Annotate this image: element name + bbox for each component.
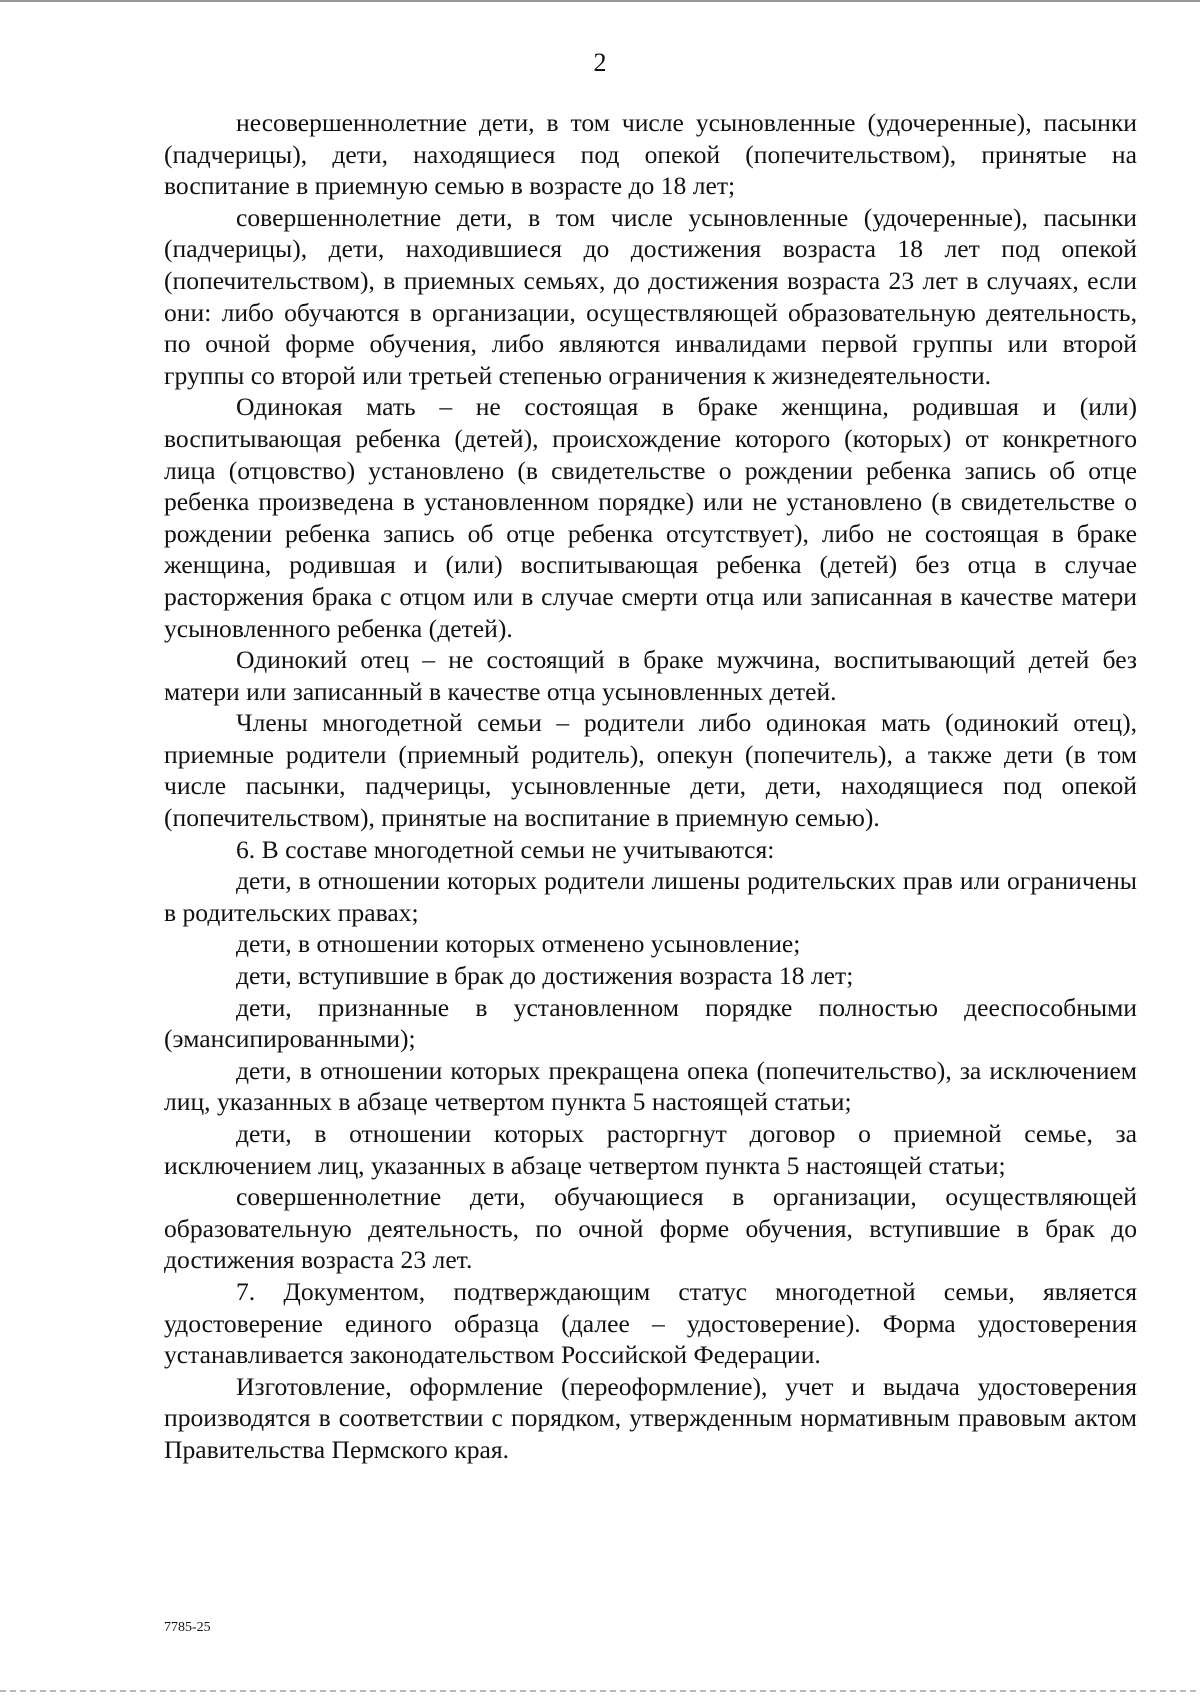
document-code: 7785-25: [164, 1620, 211, 1635]
top-edge-line: [0, 0, 1200, 2]
paragraph-item-6: 6. В составе многодетной семьи не учитываются:: [236, 834, 775, 864]
paragraph-emancipated: дети, признанные в установленном порядке полностью дееспособными (эмансипированными);: [164, 992, 1137, 1054]
page-number: 2: [593, 48, 607, 77]
paragraph-deprived-rights: дети, в отношении которых родители лишены родительских прав или ограничены в родительских правах;: [164, 866, 1137, 927]
paragraph-family-members: Члены многодетной семьи – родители либо одинокая мать (одинокий отец), приемные родители (приемный родитель), опекун (попечитель), а также дети (в том числе пасынки, падчерицы, усыновленные дети, дети, находящиеся под опекой (попечительством), принятые на воспитание в приемную семью).: [164, 708, 1137, 833]
paragraph-certificate-issuance: Изготовление, оформление (переоформление), учет и выдача удостоверения производятся в соответствии с порядком, утвержденным нормативным правовым актом Правительства Пермского края.: [164, 1371, 1137, 1464]
paragraph-students-married: совершеннолетние дети, обучающиеся в организации, осуществляющей образовательную деятельность, по очной форме обучения, вступившие в брак до достижения возраста 23 лет.: [164, 1182, 1137, 1275]
paragraph-guardianship-terminated: дети, в отношении которых прекращена опека (попечительство), за исключением лиц, указанных в абзаце четвертом пункта 5 настоящей статьи;: [164, 1055, 1137, 1117]
paragraph-single-father: Одинокий отец – не состоящий в браке мужчина, воспитывающий детей без матери или записанный в качестве отца усыновленных детей.: [164, 645, 1137, 706]
paragraph-foster-contract-terminated: дети, в отношении которых расторгнут договор о приемной семье, за исключением лиц, указанных в абзаце четвертом пункта 5 настоящей статьи;: [164, 1119, 1137, 1180]
paragraph-adoption-cancelled: дети, в отношении которых отменено усыновление;: [236, 929, 801, 959]
paragraph-adult-children: совершеннолетние дети, в том числе усыновленные (удочеренные), пасынки (падчерицы), дети, находившиеся до достижения возраста 18 лет под опекой (попечительством), в приемных семьях, до достижения возраста 23 лет в случаях, если они: либо обучаются в организации, осуществляющей образовательную деятельность, по очной форме обучения, либо являются инвалидами первой группы или второй группы со второй или третьей степенью ограничения к жизнедеятельности.: [164, 202, 1137, 390]
paragraph-single-mother: Одинокая мать – не состоящая в браке женщина, родившая и (или) воспитывающая ребенка (детей), происхождение которого (которых) от конкретного лица (отцовство) установлено (в свидетельстве о рождении ребенка запись об отце ребенка произведена в установленном порядке) или не установлено (в свидетельстве о рождении ребенка запись об отце ребенка отсутствует), либо не состоящая в браке женщина, родившая и (или) воспитывающая ребенка (детей) без отца в случае расторжения брака с отцом или в случае смерти отца или записанная в качестве матери усыновленного ребенка (детей).: [164, 392, 1137, 643]
paragraph-married-before-18: дети, вступившие в брак до достижения возраста 18 лет;: [236, 961, 854, 991]
paragraph-minor-children: несовершеннолетние дети, в том числе усыновленные (удочеренные), пасынки (падчерицы), дети, находящиеся под опекой (попечительством), принятые на воспитание в приемную семью в возрасте до 18 лет;: [164, 108, 1137, 201]
document-body: [164, 107, 1137, 1466]
paragraph-item-7: 7. Документом, подтверждающим статус многодетной семьи, является удостоверение единого образца (далее – удостоверение). Форма удостоверения устанавливается законодательством Российской Федерации.: [164, 1276, 1137, 1370]
bottom-edge-line: [0, 1690, 1200, 1692]
